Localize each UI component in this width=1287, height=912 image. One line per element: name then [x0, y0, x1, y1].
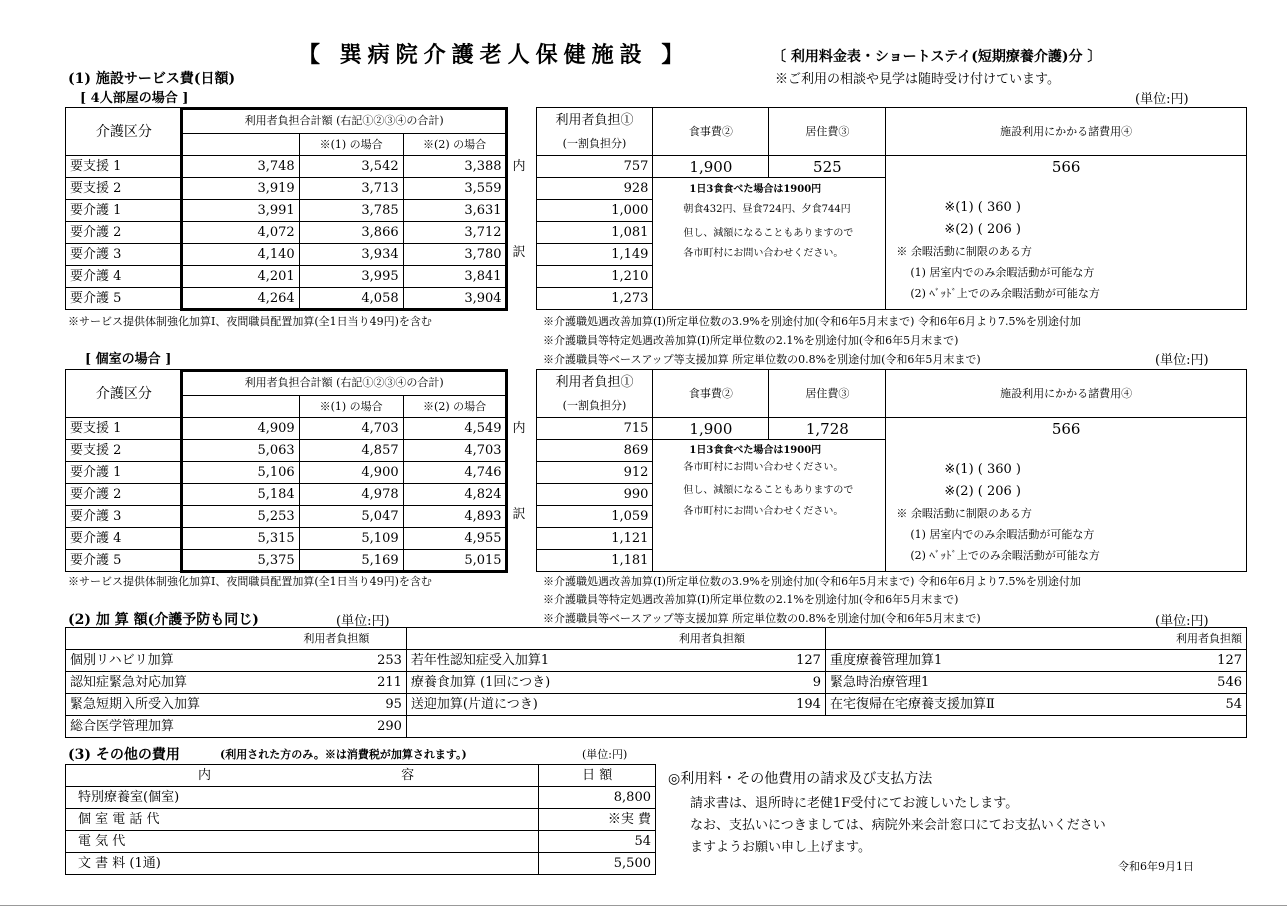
case2-cell: 3,712	[403, 222, 506, 244]
addition-name: 認知症緊急対応加算	[66, 672, 267, 694]
page-subtitle: 〔 利用料金表・ショートステイ(短期療養介護)分 〕	[772, 49, 1102, 65]
total-cell: 4,201	[182, 266, 299, 288]
fee-name: 電 気 代	[66, 831, 539, 853]
burden-cell: 1,210	[536, 266, 653, 288]
wake-label: 訳	[512, 506, 526, 522]
care-level-cell: 要介護 2	[66, 484, 183, 506]
payment-line: 請求書は、退所時に老健1F受付にてお渡しいたします。	[690, 796, 1019, 811]
burden-cell: 928	[536, 178, 653, 200]
burden-cell: 757	[536, 156, 653, 178]
total-cell: 5,184	[182, 484, 299, 506]
uchi-label: 内	[512, 420, 526, 436]
table-row	[66, 853, 656, 875]
case2-cell: 4,824	[403, 484, 506, 506]
residence-header: 居住費③	[769, 370, 886, 418]
page-title: 【 巽病院介護老人保健施設 】	[298, 42, 690, 68]
case2-cell: 4,746	[403, 462, 506, 484]
facility-note: (1) 居室内でのみ余暇活動が可能な方	[910, 527, 1095, 541]
fee-name: 個 室 電 話 代	[66, 809, 539, 831]
case2-cell: 4,893	[403, 506, 506, 528]
care-level-cell: 要介護 1	[66, 462, 183, 484]
head-item-2: 容	[401, 767, 415, 783]
burden-cell: 1,000	[536, 200, 653, 222]
uchi-label: 内	[512, 158, 526, 174]
addition-table	[65, 627, 1247, 738]
footnote-right: ※介護職員等ベースアップ等支援加算 所定単位数の0.8%を別途付加(令和6年5月末まで)	[543, 612, 981, 625]
facility-note: (2) ﾍﾞｯﾄﾞ上でのみ余暇活動が可能な方	[910, 548, 1100, 562]
total-cell: 5,063	[182, 440, 299, 462]
footnote-right: ※介護職処遇改善加算(Ⅰ)所定単位数の3.9%を別途付加(令和6年5月末まで) 令和6年6月より7.5%を別途付加	[543, 315, 1081, 328]
payment-line: ますようお願い申し上げます。	[690, 840, 871, 855]
burden-cell: 912	[536, 462, 653, 484]
table-row	[66, 716, 1247, 738]
payment-line: なお、支払いにつきましては、病院外来会計窓口にてお支払いください	[690, 818, 1106, 833]
meal-note: 但し、減額になることもありますので	[683, 228, 854, 239]
residence-value: 1,728	[769, 418, 886, 440]
care-level-cell: 要支援 1	[66, 156, 183, 178]
facility-note: ※ 余暇活動に制限のある方	[896, 506, 1032, 520]
total-header: 利用者負担合計額 (右記①②③④の合計)	[182, 370, 506, 396]
unit-label-3: (単位:円)	[1155, 614, 1209, 629]
meal-value: 1,900	[653, 156, 769, 178]
addition-value: 127	[1136, 650, 1247, 672]
case2-cell: 3,559	[403, 178, 506, 200]
facility-value: 566	[886, 156, 1247, 178]
meal-value: 1,900	[653, 418, 769, 440]
addition-name: 総合医学管理加算	[66, 716, 267, 738]
addition-name: 個別リハビリ加算	[66, 650, 267, 672]
footnote-right: ※介護職員等特定処遇改善加算(Ⅰ)所定単位数の2.1%を別途付加(令和6年5月末まで)	[543, 593, 959, 606]
total-cell: 5,106	[182, 462, 299, 484]
case2-cell: 4,549	[403, 418, 506, 440]
addition-name: 送迎加算(片道につき)	[406, 694, 745, 716]
table-row	[66, 650, 1247, 672]
unit-label-1: (単位:円)	[1135, 92, 1189, 107]
case1-cell: 3,713	[299, 178, 403, 200]
footnote-right: ※介護職処遇改善加算(Ⅰ)所定単位数の3.9%を別途付加(令和6年5月末まで) 令和6年6月より7.5%を別途付加	[543, 575, 1081, 588]
facility-note: ※(2) ( 206 )	[944, 483, 1021, 499]
bottom-divider	[0, 905, 1287, 906]
burden-sub-header: (一割負担分)	[536, 396, 653, 418]
care-level-cell: 要介護 2	[66, 222, 183, 244]
consult-note: ※ご利用の相談や見学は随時受け付けています。	[775, 72, 1060, 87]
care-level-cell: 要介護 4	[66, 266, 183, 288]
case2-cell: 3,780	[403, 244, 506, 266]
care-level-cell: 要介護 5	[66, 288, 183, 310]
case1-header: ※(1) の場合	[299, 134, 403, 156]
addition-name: 療養食加算 (1回につき)	[406, 672, 745, 694]
case1-cell: 3,995	[299, 266, 403, 288]
addition-value: 95	[267, 694, 406, 716]
burden-header: 利用者負担①	[536, 370, 653, 396]
room4-label: [ 4人部屋の場合 ]	[80, 91, 189, 106]
case1-cell: 5,169	[299, 550, 403, 572]
care-level-cell: 要介護 5	[66, 550, 183, 572]
fee-value: ※実 費	[539, 809, 656, 831]
table-row	[66, 694, 1247, 716]
meal-note: 各市町村にお問い合わせください。	[683, 248, 844, 259]
meal-note: 但し、減額になることもありますので	[683, 485, 854, 496]
care-level-header: 介護区分	[66, 370, 183, 418]
addition-value: 253	[267, 650, 406, 672]
care-level-cell: 要介護 4	[66, 528, 183, 550]
head-item-1: 内	[198, 767, 212, 783]
case1-cell: 5,109	[299, 528, 403, 550]
care-level-cell: 要介護 1	[66, 200, 183, 222]
fee-value: 8,800	[539, 787, 656, 809]
case1-cell: 3,866	[299, 222, 403, 244]
section1-title: (1) 施設サービス費(日額)	[68, 71, 236, 87]
footnote-right: ※介護職員等特定処遇改善加算(Ⅰ)所定単位数の2.1%を別途付加(令和6年5月末まで)	[543, 334, 959, 347]
section3-unit: (単位:円)	[582, 748, 628, 761]
burden-cell: 1,149	[536, 244, 653, 266]
total-cell: 5,253	[182, 506, 299, 528]
case2-header: ※(2) の場合	[403, 396, 506, 418]
col-header: 利用者負担額	[267, 628, 406, 650]
case1-cell: 4,703	[299, 418, 403, 440]
total-cell: 3,991	[182, 200, 299, 222]
table-row	[66, 672, 1247, 694]
col-header: 利用者負担額	[825, 628, 1246, 650]
addition-value: 194	[746, 694, 826, 716]
section2-unit: (単位:円)	[336, 614, 390, 629]
total-cell: 3,748	[182, 156, 299, 178]
head-amount: 日 額	[539, 765, 656, 787]
burden-cell: 1,059	[536, 506, 653, 528]
section2-title: (2) 加 算 額(介護予防も同じ)	[68, 612, 259, 628]
meal-header: 食事費②	[653, 108, 769, 156]
case1-cell: 4,857	[299, 440, 403, 462]
meal-note: 朝食432円、昼食724円、夕食744円	[683, 204, 851, 215]
total-cell: 3,919	[182, 178, 299, 200]
table-row	[66, 831, 656, 853]
residence-header: 居住費③	[769, 108, 886, 156]
total-cell: 4,264	[182, 288, 299, 310]
facility-note: (1) 居室内でのみ余暇活動が可能な方	[910, 265, 1095, 279]
case1-cell: 5,047	[299, 506, 403, 528]
table-row	[66, 787, 656, 809]
total-cell: 4,909	[182, 418, 299, 440]
residence-value: 525	[769, 156, 886, 178]
footnote-left: ※サービス提供体制強化加算Ⅰ、夜間職員配置加算(全1日当り49円)を含む	[68, 575, 432, 588]
wake-label: 訳	[512, 244, 526, 260]
addition-name: 重度療養管理加算1	[825, 650, 1135, 672]
burden-sub-header: (一割負担分)	[536, 134, 653, 156]
total-cell: 4,072	[182, 222, 299, 244]
case1-cell: 3,542	[299, 156, 403, 178]
burden-cell: 1,273	[536, 288, 653, 310]
col-header: 利用者負担額	[406, 628, 825, 650]
section3-title-note: (利用された方のみ。※は消費税が加算されます。)	[220, 748, 467, 761]
meal-note: 各市町村にお問い合わせください。	[683, 506, 844, 517]
other-fee-table	[65, 764, 656, 875]
facility-note: ※(2) ( 206 )	[944, 221, 1021, 237]
addition-value: 546	[1136, 672, 1247, 694]
meal-note: 1日3食食べた場合は1900円	[689, 184, 822, 195]
facility-note: ※(1) ( 360 )	[944, 199, 1021, 215]
facility-note: ※(1) ( 360 )	[944, 461, 1021, 477]
case2-cell: 3,904	[403, 288, 506, 310]
payment-title: ◎利用料・その他費用の請求及び支払方法	[668, 771, 933, 787]
addition-value: 54	[1136, 694, 1247, 716]
fee-name: 特別療養室(個室)	[66, 787, 539, 809]
fee-value: 5,500	[539, 853, 656, 875]
burden-cell: 715	[536, 418, 653, 440]
meal-note: 各市町村にお問い合わせください。	[683, 462, 844, 473]
total-header: 利用者負担合計額 (右記①②③④の合計)	[182, 108, 506, 134]
unit-label-2: (単位:円)	[1155, 353, 1209, 368]
case2-cell: 4,703	[403, 440, 506, 462]
case2-cell: 3,841	[403, 266, 506, 288]
care-level-cell: 要支援 1	[66, 418, 183, 440]
footnote-right: ※介護職員等ベースアップ等支援加算 所定単位数の0.8%を別途付加(令和6年5月末まで)	[543, 353, 981, 366]
addition-name: 緊急時治療管理1	[825, 672, 1135, 694]
case2-cell: 3,631	[403, 200, 506, 222]
case1-header: ※(1) の場合	[299, 396, 403, 418]
case2-cell: 5,015	[403, 550, 506, 572]
facility-note: ※ 余暇活動に制限のある方	[896, 244, 1032, 258]
facility-header: 施設利用にかかる諸費用④	[886, 108, 1247, 156]
burden-header: 利用者負担①	[536, 108, 653, 134]
total-cell: 5,315	[182, 528, 299, 550]
issue-date: 令和6年9月1日	[1118, 860, 1194, 873]
section3-title: (3) その他の費用	[68, 747, 180, 763]
burden-cell: 1,121	[536, 528, 653, 550]
meal-note: 1日3食食べた場合は1900円	[689, 445, 822, 456]
total-highlight-box	[180, 369, 508, 573]
facility-note: (2) ﾍﾞｯﾄﾞ上でのみ余暇活動が可能な方	[910, 286, 1100, 300]
burden-cell: 1,081	[536, 222, 653, 244]
fee-value: 54	[539, 831, 656, 853]
case2-cell: 3,388	[403, 156, 506, 178]
private-label: [ 個室の場合 ]	[85, 352, 172, 367]
case1-cell: 3,934	[299, 244, 403, 266]
addition-value: 127	[746, 650, 826, 672]
meal-header: 食事費②	[653, 370, 769, 418]
care-level-cell: 要支援 2	[66, 440, 183, 462]
care-level-header: 介護区分	[66, 108, 183, 156]
case1-cell: 4,900	[299, 462, 403, 484]
footnote-left: ※サービス提供体制強化加算Ⅰ、夜間職員配置加算(全1日当り49円)を含む	[68, 315, 432, 328]
case2-cell: 4,955	[403, 528, 506, 550]
addition-name: 緊急短期入所受入加算	[66, 694, 267, 716]
case1-cell: 4,058	[299, 288, 403, 310]
burden-cell: 990	[536, 484, 653, 506]
care-level-cell: 要介護 3	[66, 244, 183, 266]
facility-header: 施設利用にかかる諸費用④	[886, 370, 1247, 418]
addition-name: 在宅復帰在宅療養支援加算Ⅱ	[825, 694, 1135, 716]
addition-value: 211	[267, 672, 406, 694]
addition-value: 9	[746, 672, 826, 694]
addition-name: 若年性認知症受入加算1	[406, 650, 745, 672]
total-highlight-box	[180, 107, 508, 311]
case1-cell: 3,785	[299, 200, 403, 222]
case2-header: ※(2) の場合	[403, 134, 506, 156]
case1-cell: 4,978	[299, 484, 403, 506]
addition-value: 290	[267, 716, 406, 738]
care-level-cell: 要支援 2	[66, 178, 183, 200]
burden-cell: 869	[536, 440, 653, 462]
total-cell: 4,140	[182, 244, 299, 266]
total-cell: 5,375	[182, 550, 299, 572]
care-level-cell: 要介護 3	[66, 506, 183, 528]
burden-cell: 1,181	[536, 550, 653, 572]
facility-value: 566	[886, 418, 1247, 440]
table-row	[66, 809, 656, 831]
fee-name: 文 書 料 (1通)	[66, 853, 539, 875]
